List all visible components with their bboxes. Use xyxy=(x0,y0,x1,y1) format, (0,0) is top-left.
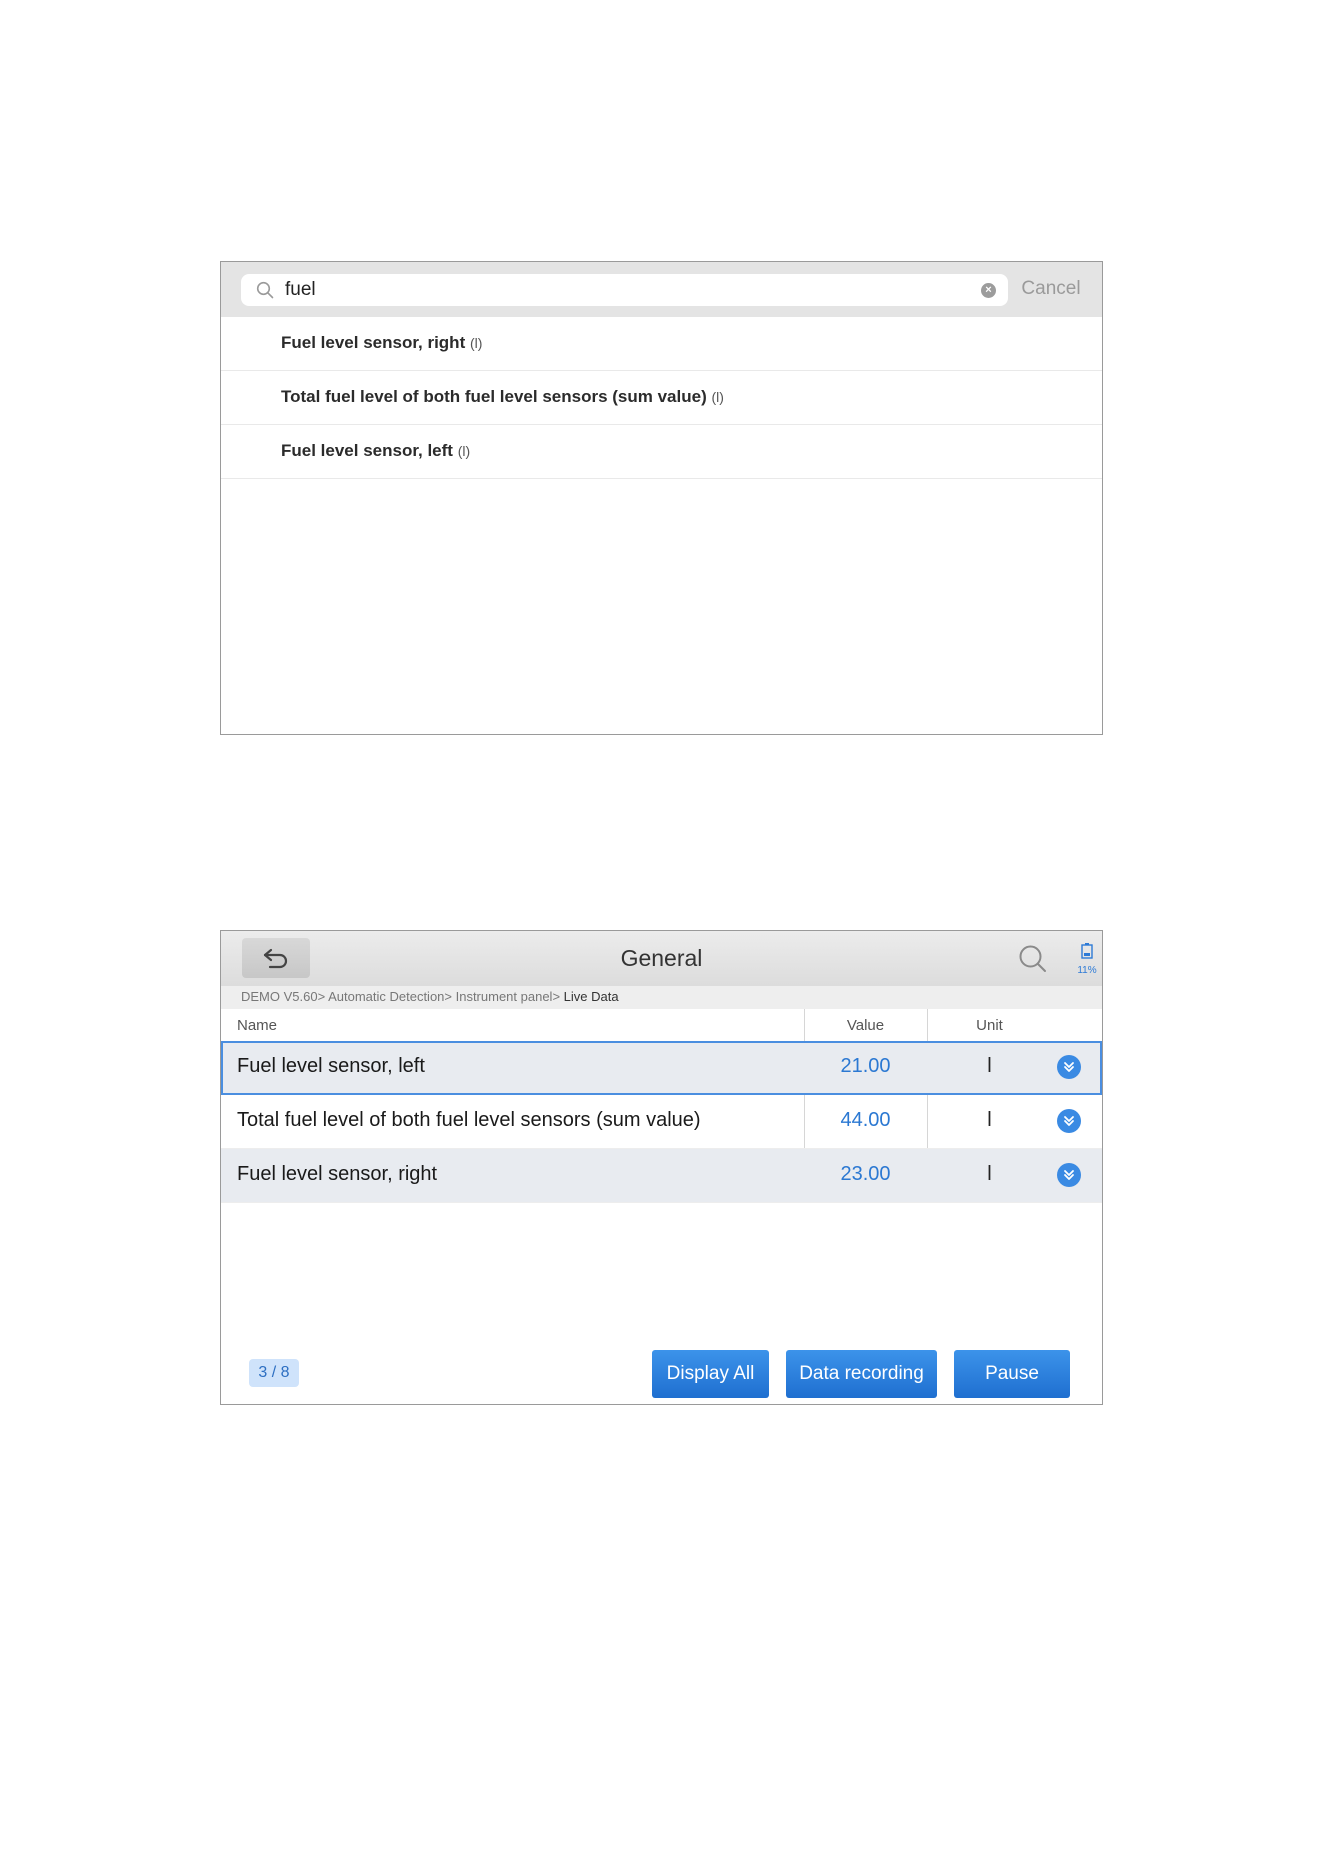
row-value: 21.00 xyxy=(840,1055,891,1077)
table-row[interactable] xyxy=(221,1149,1102,1203)
breadcrumb-current: Live Data xyxy=(563,989,619,1004)
result-name: Fuel level sensor, left xyxy=(281,441,453,460)
battery-percent: 11% xyxy=(1077,965,1097,976)
column-unit-header: Unit xyxy=(976,1017,1003,1034)
expand-icon[interactable] xyxy=(1057,1109,1081,1133)
search-icon[interactable] xyxy=(1018,944,1048,974)
search-query-text: fuel xyxy=(285,279,316,300)
row-unit: l xyxy=(987,1163,992,1185)
search-screen xyxy=(220,261,1103,735)
clear-icon[interactable]: × xyxy=(981,283,996,298)
page-title: General xyxy=(620,945,703,971)
column-name-header: Name xyxy=(237,1017,278,1034)
row-name: Total fuel level of both fuel level sensors (sum value) xyxy=(237,1109,701,1131)
row-value: 44.00 xyxy=(840,1109,891,1131)
search-result-item[interactable] xyxy=(221,425,1102,479)
row-value: 23.00 xyxy=(840,1163,891,1185)
column-value-header: Value xyxy=(846,1017,885,1034)
battery-indicator xyxy=(1073,943,1101,976)
row-unit: l xyxy=(987,1055,992,1077)
breadcrumb-path: DEMO V5.60> Automatic Detection> Instrument panel> xyxy=(241,989,564,1004)
result-unit: (l) xyxy=(469,335,483,351)
display-all-button[interactable]: Display All xyxy=(652,1350,769,1398)
column-divider xyxy=(804,1009,805,1041)
breadcrumb xyxy=(221,986,1102,1009)
table-header xyxy=(221,1009,1102,1041)
result-unit: (l) xyxy=(711,389,724,405)
search-results-list xyxy=(221,317,1102,479)
expand-icon[interactable] xyxy=(1057,1055,1081,1079)
expand-icon[interactable] xyxy=(1057,1163,1081,1187)
pause-button[interactable]: Pause xyxy=(954,1350,1070,1398)
page-indicator: 3 / 8 xyxy=(249,1359,299,1387)
live-data-screen xyxy=(220,930,1103,1405)
cancel-button[interactable]: Cancel xyxy=(1021,278,1081,299)
search-header xyxy=(221,262,1102,317)
row-unit: l xyxy=(987,1109,992,1131)
row-name: Fuel level sensor, right xyxy=(237,1163,438,1185)
table-row[interactable] xyxy=(221,1095,1102,1149)
result-unit: (l) xyxy=(457,443,471,459)
search-result-item[interactable] xyxy=(221,371,1102,425)
search-icon xyxy=(256,281,274,299)
top-bar xyxy=(221,931,1102,986)
table-row[interactable] xyxy=(221,1041,1102,1095)
data-table xyxy=(221,1041,1102,1203)
result-name: Fuel level sensor, right xyxy=(281,333,466,352)
result-name: Total fuel level of both fuel level sensors (sum value) xyxy=(281,387,707,406)
search-input[interactable] xyxy=(241,274,1008,306)
column-divider xyxy=(927,1009,928,1041)
row-name: Fuel level sensor, left xyxy=(237,1055,425,1077)
data-recording-button[interactable]: Data recording xyxy=(786,1350,937,1398)
search-result-item[interactable] xyxy=(221,317,1102,371)
battery-icon xyxy=(1081,943,1093,959)
